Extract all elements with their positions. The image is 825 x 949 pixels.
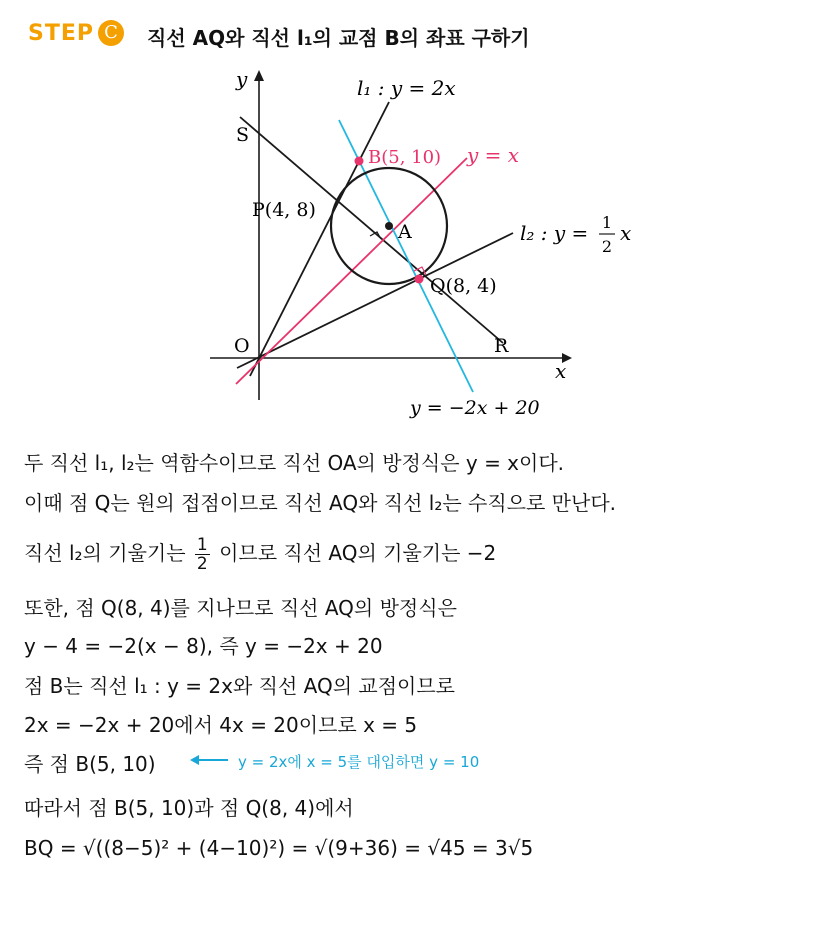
solution-line-7: 2x = −2x + 20에서 4x = 20이므로 x = 5 xyxy=(24,713,418,737)
label-line-l2-denominator: 2 xyxy=(601,237,613,256)
label-line-l2 xyxy=(520,213,631,256)
fraction-denominator: 2 xyxy=(196,554,208,574)
fraction xyxy=(195,536,210,573)
geometry-diagram xyxy=(0,0,825,430)
solution-line-5: y − 4 = −2(x − 8), 즉 y = −2x + 20 xyxy=(24,634,383,658)
label-s: S xyxy=(236,124,250,146)
label-b: B(5, 10) xyxy=(368,147,442,168)
y-axis-label: y xyxy=(236,67,248,91)
step-badge: C xyxy=(98,20,124,46)
right-angle-mark-a xyxy=(370,232,381,239)
label-line-y-equals-x: y = x xyxy=(467,143,520,167)
point-b xyxy=(355,157,364,166)
label-line-l2-numerator: 1 xyxy=(601,213,613,232)
solution-line-1: 두 직선 l₁, l₂는 역함수이므로 직선 OA의 방정식은 y = x이다. xyxy=(24,451,565,475)
y-axis-arrow xyxy=(254,70,264,81)
line-l2 xyxy=(237,233,513,368)
point-a xyxy=(385,222,393,230)
x-axis-label: x xyxy=(555,359,567,383)
solution-line-4: 또한, 점 Q(8, 4)를 지나므로 직선 AQ의 방정식은 xyxy=(24,596,457,620)
label-line-l2-prefix: l₂ : y = xyxy=(520,221,589,245)
label-p: P(4, 8) xyxy=(252,199,316,221)
origin-label: O xyxy=(234,335,250,357)
label-line-l2-suffix: x xyxy=(620,221,632,245)
label-a: A xyxy=(398,221,412,243)
fraction-numerator: 1 xyxy=(196,535,208,555)
substitution-note: y = 2x에 x = 5를 대입하면 y = 10 xyxy=(238,753,480,771)
page-title: 직선 AQ와 직선 l₁의 교점 B의 좌표 구하기 xyxy=(147,26,530,50)
solution-line-3-suffix: 이므로 직선 AQ의 기울기는 −2 xyxy=(219,541,497,565)
solution-line-3-prefix: 직선 l₂의 기울기는 xyxy=(24,541,186,565)
arrow-left-icon xyxy=(190,752,230,768)
label-q: Q(8, 4) xyxy=(430,275,497,297)
solution-line-2: 이때 점 Q는 원의 접점이므로 직선 AQ와 직선 l₂는 수직으로 만난다. xyxy=(24,491,616,515)
solution-line-6: 점 B는 직선 l₁ : y = 2x와 직선 AQ의 교점이므로 xyxy=(24,674,455,698)
solution-line-3 xyxy=(24,536,496,573)
solution-line-9: 따라서 점 B(5, 10)과 점 Q(8, 4)에서 xyxy=(24,796,354,820)
solution-line-8: 즉 점 B(5, 10) xyxy=(24,752,156,776)
step-label: STEP xyxy=(28,21,95,46)
label-line-l1: l₁ : y = 2x xyxy=(357,76,456,100)
solution-line-10: BQ = √((8−5)² + (4−10)²) = √(9+36) = √45 = 3√5 xyxy=(24,836,534,860)
label-line-aq: y = −2x + 20 xyxy=(410,397,540,419)
label-r: R xyxy=(494,335,509,357)
point-q xyxy=(415,275,424,284)
